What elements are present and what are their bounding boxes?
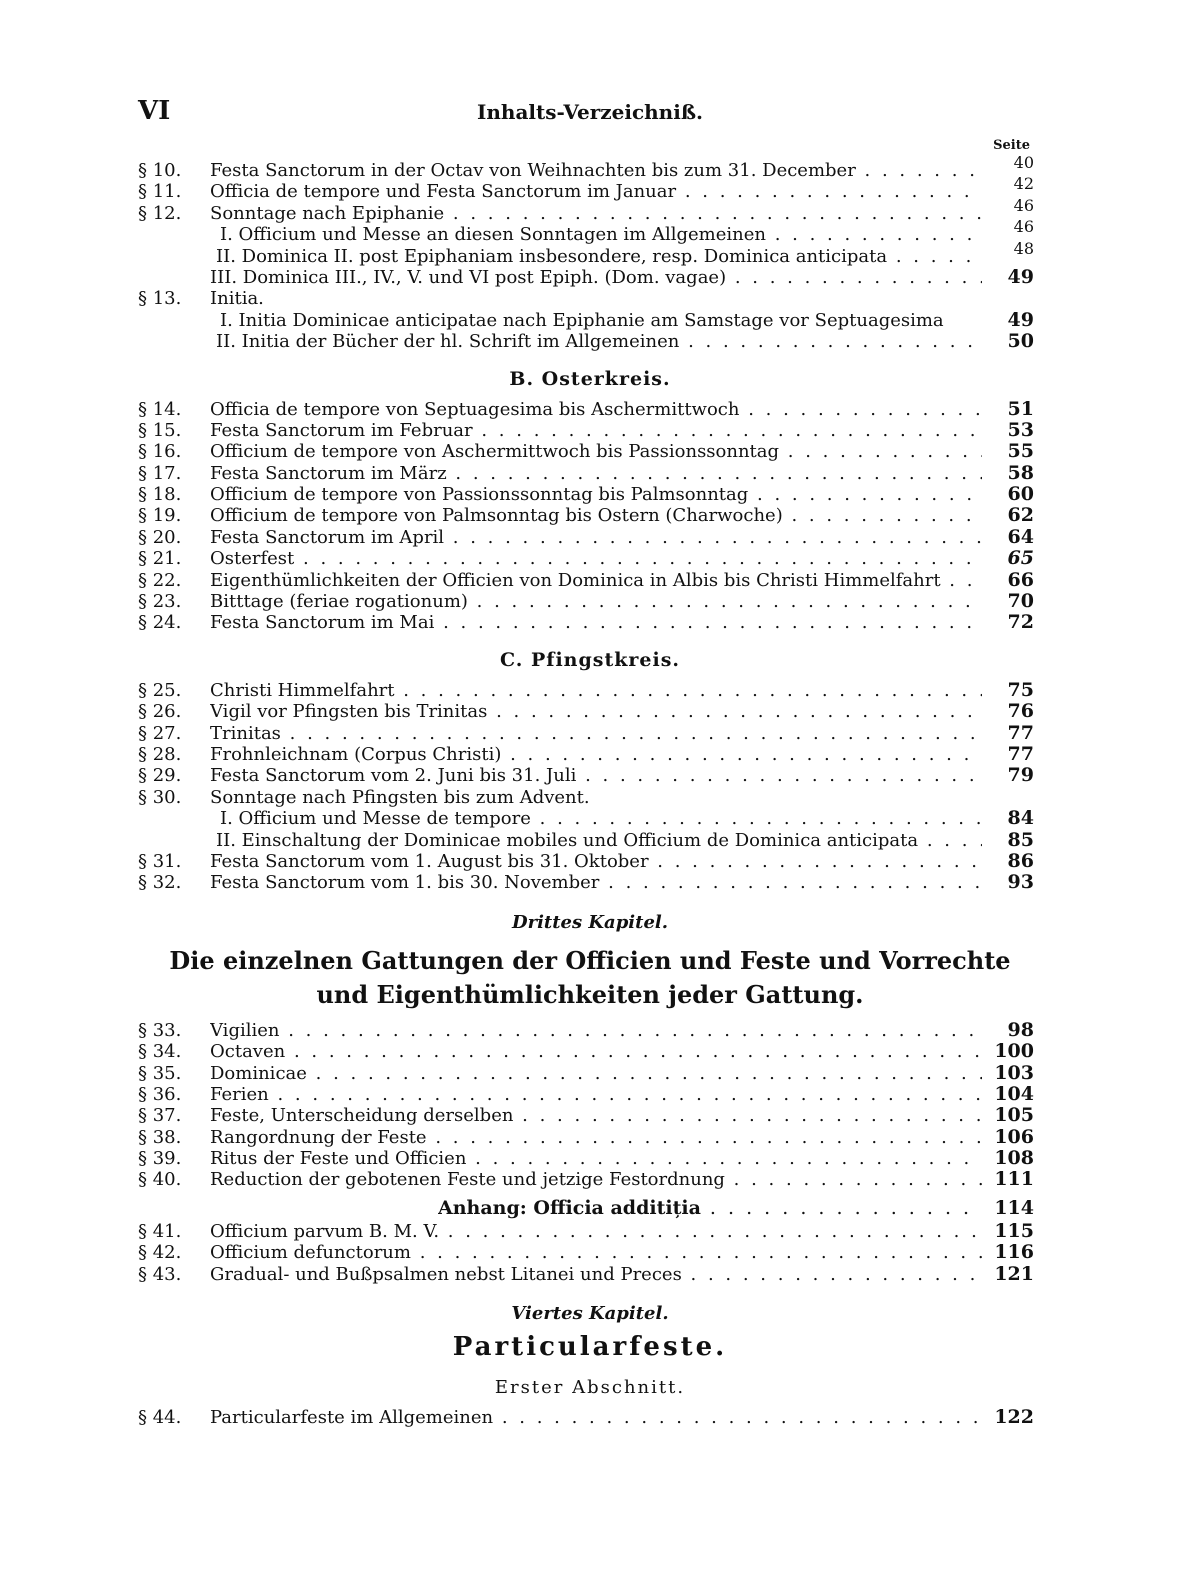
toc-subentry [138, 830, 1042, 851]
entry-number: § 21. [138, 548, 182, 570]
toc-entry [138, 744, 1042, 765]
entry-page: 46 [1013, 195, 1034, 215]
entry-number: § 22. [138, 569, 182, 591]
entry-title: Sonntage nach Epiphanie . . . [210, 203, 982, 224]
entry-page: 76 [1007, 700, 1034, 723]
entry-title: Officia de tempore und Festa Sanctorum im Januar . . . [210, 181, 982, 202]
toc-entry [138, 548, 1042, 569]
entry-page: 65 [1007, 547, 1034, 570]
entry-page: 108 [994, 1147, 1034, 1170]
entry-page: 100 [994, 1040, 1034, 1063]
entry-title: Particularfeste im Allgemeinen . . . [210, 1407, 982, 1428]
toc-entry [138, 1084, 1042, 1105]
toc-entry [138, 399, 1042, 420]
entry-page: 105 [994, 1104, 1034, 1127]
entry-title: Festa Sanctorum im Mai . . . [210, 612, 982, 633]
entry-title: Officium de tempore von Passionssonntag bis Palmsonntag . . . [210, 484, 982, 505]
entry-number: § 19. [138, 505, 182, 527]
toc-entry [138, 1169, 1042, 1190]
entry-page: 122 [994, 1406, 1034, 1429]
toc-entry [138, 680, 1042, 701]
entry-number: § 44. [138, 1407, 182, 1429]
entry-title: II. Dominica II. post Epiphaniam insbesondere, resp. Dominica anticipata . . . [216, 246, 982, 267]
entry-page: 70 [1007, 590, 1034, 613]
toc-entry [138, 153, 1042, 181]
toc-entry [138, 723, 1042, 744]
entry-page: 46 [1013, 217, 1034, 237]
entry-title: Feste, Unterscheidung derselben . . . [210, 1105, 982, 1126]
entry-title: II. Initia der Bücher der hl. Schrift im Allgemeinen . . . [216, 331, 982, 352]
entry-page: 66 [1007, 568, 1034, 591]
entry-title: Festa Sanctorum im Februar . . . [210, 420, 982, 441]
toc-entry [138, 765, 1042, 786]
entry-title: Officium de tempore von Aschermittwoch bis Passionssonntag . . . [210, 441, 982, 462]
entry-page: 77 [1007, 721, 1034, 744]
toc-entry [138, 1148, 1042, 1169]
entry-number: § 15. [138, 419, 182, 441]
entry-number: § 39. [138, 1148, 182, 1170]
toc-entry [138, 441, 1042, 462]
entry-number: § 43. [138, 1263, 182, 1285]
entry-page: 103 [994, 1061, 1034, 1084]
appendix-entry [138, 1191, 1042, 1221]
entry-title: Festa Sanctorum vom 1. bis 30. November . . . [210, 872, 982, 893]
entry-page: 86 [1007, 849, 1034, 872]
toc-entry [138, 1063, 1042, 1084]
entry-title: Festa Sanctorum vom 1. August bis 31. Oktober . . . [210, 851, 982, 872]
entry-number: § 26. [138, 701, 182, 723]
toc-subentry [138, 808, 1042, 829]
toc-entry [138, 195, 1042, 224]
entry-number: § 28. [138, 743, 182, 765]
entry-page: 60 [1007, 483, 1034, 506]
entry-number: § 24. [138, 612, 182, 634]
spacer [138, 1012, 1042, 1020]
entry-page: 104 [994, 1082, 1034, 1105]
entry-number: § 42. [138, 1242, 182, 1264]
entry-title: Vigilien . . . [210, 1020, 982, 1041]
toc-entry [138, 1242, 1042, 1263]
toc-entry [138, 851, 1042, 872]
appendix-page: 114 [994, 1196, 1034, 1219]
entry-title: Festa Sanctorum im März . . . [210, 463, 982, 484]
entry-page: 72 [1007, 611, 1034, 634]
toc-entry [138, 174, 1042, 203]
entry-title: Ritus der Feste und Officien . . . [210, 1148, 982, 1169]
toc-entry [138, 420, 1042, 441]
entry-page: 116 [994, 1241, 1034, 1264]
entry-page: 98 [1007, 1018, 1034, 1041]
entry-title: Eigenthümlichkeiten der Officien von Dominica in Albis bis Christi Himmelfahrt . . . [210, 570, 982, 591]
entry-page: 77 [1007, 742, 1034, 765]
entry-title: Festa Sanctorum in der Octav von Weihnachten bis zum 31. December . . . [210, 160, 982, 181]
seite-label: Seite [993, 138, 1030, 153]
entry-number: § 30. [138, 786, 182, 808]
toc-subentry [138, 217, 1042, 246]
entry-title: Ferien . . . [210, 1084, 982, 1105]
entry-number: § 35. [138, 1062, 182, 1084]
running-title: Inhalts-Verzeichniß. [477, 100, 703, 124]
entry-title: Christi Himmelfahrt . . . [210, 680, 982, 701]
entry-title: Vigil vor Pfingsten bis Trinitas . . . [210, 701, 982, 722]
entry-title: Rangordnung der Feste . . . [210, 1127, 982, 1148]
entry-page: 79 [1007, 764, 1034, 787]
entry-number: § 36. [138, 1083, 182, 1105]
entry-number: § 33. [138, 1019, 182, 1041]
toc-entry [138, 1127, 1042, 1148]
toc-entry [138, 1041, 1042, 1062]
toc-entry [138, 288, 1042, 309]
entry-page: 53 [1007, 418, 1034, 441]
entry-page: 48 [1013, 238, 1034, 258]
entry-page: 49 [1007, 265, 1034, 288]
entry-title: Officium defunctorum . . . [210, 1242, 982, 1263]
toc-group-a [138, 153, 1042, 353]
entry-title: III. Dominica III., IV., V. und VI post Epiph. (Dom. vagae) . . . [210, 267, 982, 288]
toc-entry [138, 701, 1042, 722]
chapter-3-title: Die einzelnen Gattungen der Officien und Feste und Vorrechte und Eigenthümlichkeiten jeder Gattung. [169, 945, 1011, 1009]
entry-page: 50 [1007, 330, 1034, 353]
entry-page: 58 [1007, 461, 1034, 484]
entry-number: § 29. [138, 765, 182, 787]
entry-number: § 17. [138, 462, 182, 484]
entry-number: § 13. [138, 288, 182, 310]
entry-page: 75 [1007, 678, 1034, 701]
entry-page: 106 [994, 1125, 1034, 1148]
entry-number: § 32. [138, 872, 182, 894]
section-label: Erster Abschnitt. [494, 1377, 686, 1399]
entry-title: Festa Sanctorum im April . . . [210, 527, 982, 548]
entry-title: I. Initia Dominicae anticipatae nach Epiphanie am Samstage vor Septuagesima [220, 309, 944, 331]
entry-number: § 34. [138, 1041, 182, 1063]
table-of-contents [138, 153, 1042, 1429]
toc-entry [138, 484, 1042, 505]
toc-subentry [138, 238, 1042, 267]
entry-number: § 16. [138, 441, 182, 463]
toc-entry [138, 872, 1042, 893]
entry-page: 40 [1013, 153, 1034, 172]
toc-entry [138, 1020, 1042, 1041]
page-number: VI [138, 96, 171, 126]
section-heading-c: C. Pfingstkreis. [499, 648, 681, 671]
entry-page: 55 [1007, 440, 1034, 463]
toc-entry [138, 787, 1042, 808]
entry-title: Festa Sanctorum vom 2. Juni bis 31. Juli . . . [210, 765, 982, 786]
entry-title: II. Einschaltung der Dominicae mobiles und Officium de Dominica anticipata . . . [216, 830, 982, 851]
chapter-4-title: Particularfeste. [452, 1332, 728, 1363]
entry-page: 85 [1007, 828, 1034, 851]
entry-title: Reduction der gebotenen Feste und jetzige Festordnung . . . [210, 1169, 982, 1190]
toc-group-e [138, 1221, 1042, 1285]
entry-title: Gradual- und Bußpsalmen nebst Litanei und Preces . . . [210, 1264, 982, 1285]
toc-subentry [138, 331, 1042, 352]
entry-page: 51 [1007, 397, 1034, 420]
chapter-4-label: Viertes Kapitel. [511, 1303, 669, 1325]
entry-title: Initia. [210, 288, 264, 310]
toc-group-b [138, 399, 1042, 634]
entry-page: 93 [1007, 871, 1034, 894]
entry-number: § 23. [138, 591, 182, 613]
toc-subentry [138, 267, 1042, 288]
toc-group-c [138, 680, 1042, 894]
toc-entry [138, 463, 1042, 484]
entry-number: § 18. [138, 484, 182, 506]
entry-number: § 11. [138, 181, 182, 203]
entry-page: 121 [994, 1262, 1034, 1285]
entry-page: 111 [994, 1168, 1034, 1191]
entry-number: § 27. [138, 722, 182, 744]
toc-group-d [138, 1020, 1042, 1191]
entry-title: Frohnleichnam (Corpus Christi) . . . [210, 744, 982, 765]
page-header [138, 96, 1042, 153]
entry-title: Officia de tempore von Septuagesima bis Aschermittwoch . . . [210, 399, 982, 420]
toc-entry [138, 591, 1042, 612]
entry-page: 62 [1007, 504, 1034, 527]
entry-title: Bitttage (feriae rogationum) . . . [210, 591, 982, 612]
entry-number: § 25. [138, 679, 182, 701]
entry-title: Trinitas . . . [210, 723, 982, 744]
entry-number: § 12. [138, 202, 182, 224]
toc-group-f [138, 1407, 1042, 1428]
toc-entry [138, 527, 1042, 548]
chapter-3-label: Drittes Kapitel. [511, 911, 668, 933]
toc-entry [138, 570, 1042, 591]
entry-title: Dominicae . . . [210, 1063, 982, 1084]
toc-entry [138, 612, 1042, 633]
entry-title: I. Officium und Messe an diesen Sonntagen im Allgemeinen . . . [220, 224, 982, 245]
entry-number: § 40. [138, 1169, 182, 1191]
entry-number: § 14. [138, 398, 182, 420]
entry-title: Sonntage nach Pfingsten bis zum Advent. [210, 786, 590, 808]
entry-title: Officium de tempore von Palmsonntag bis Ostern (Charwoche) . . . [210, 505, 982, 526]
toc-entry [138, 505, 1042, 526]
appendix-title: Anhang: Officia additiția . . . [438, 1191, 982, 1225]
entry-page: 49 [1007, 308, 1034, 331]
entry-title: I. Officium und Messe de tempore . . . [220, 808, 982, 829]
toc-subentry [138, 310, 1042, 331]
entry-page: 64 [1007, 525, 1034, 548]
toc-entry [138, 1105, 1042, 1126]
entry-page: 84 [1007, 807, 1034, 830]
toc-entry [138, 1407, 1042, 1428]
section-heading-b: B. Osterkreis. [509, 367, 671, 390]
entry-number: § 20. [138, 526, 182, 548]
entry-page: 42 [1013, 174, 1034, 194]
entry-number: § 41. [138, 1220, 182, 1242]
entry-title: Officium parvum B. M. V. . . . [210, 1221, 982, 1242]
entry-number: § 37. [138, 1105, 182, 1127]
entry-number: § 31. [138, 850, 182, 872]
entry-number: § 10. [138, 160, 182, 181]
toc-entry [138, 1264, 1042, 1285]
entry-page: 115 [994, 1219, 1034, 1242]
toc-entry [138, 1221, 1042, 1242]
entry-title: Octaven . . . [210, 1041, 982, 1062]
entry-number: § 38. [138, 1126, 182, 1148]
entry-title: Osterfest . . . [210, 548, 982, 569]
